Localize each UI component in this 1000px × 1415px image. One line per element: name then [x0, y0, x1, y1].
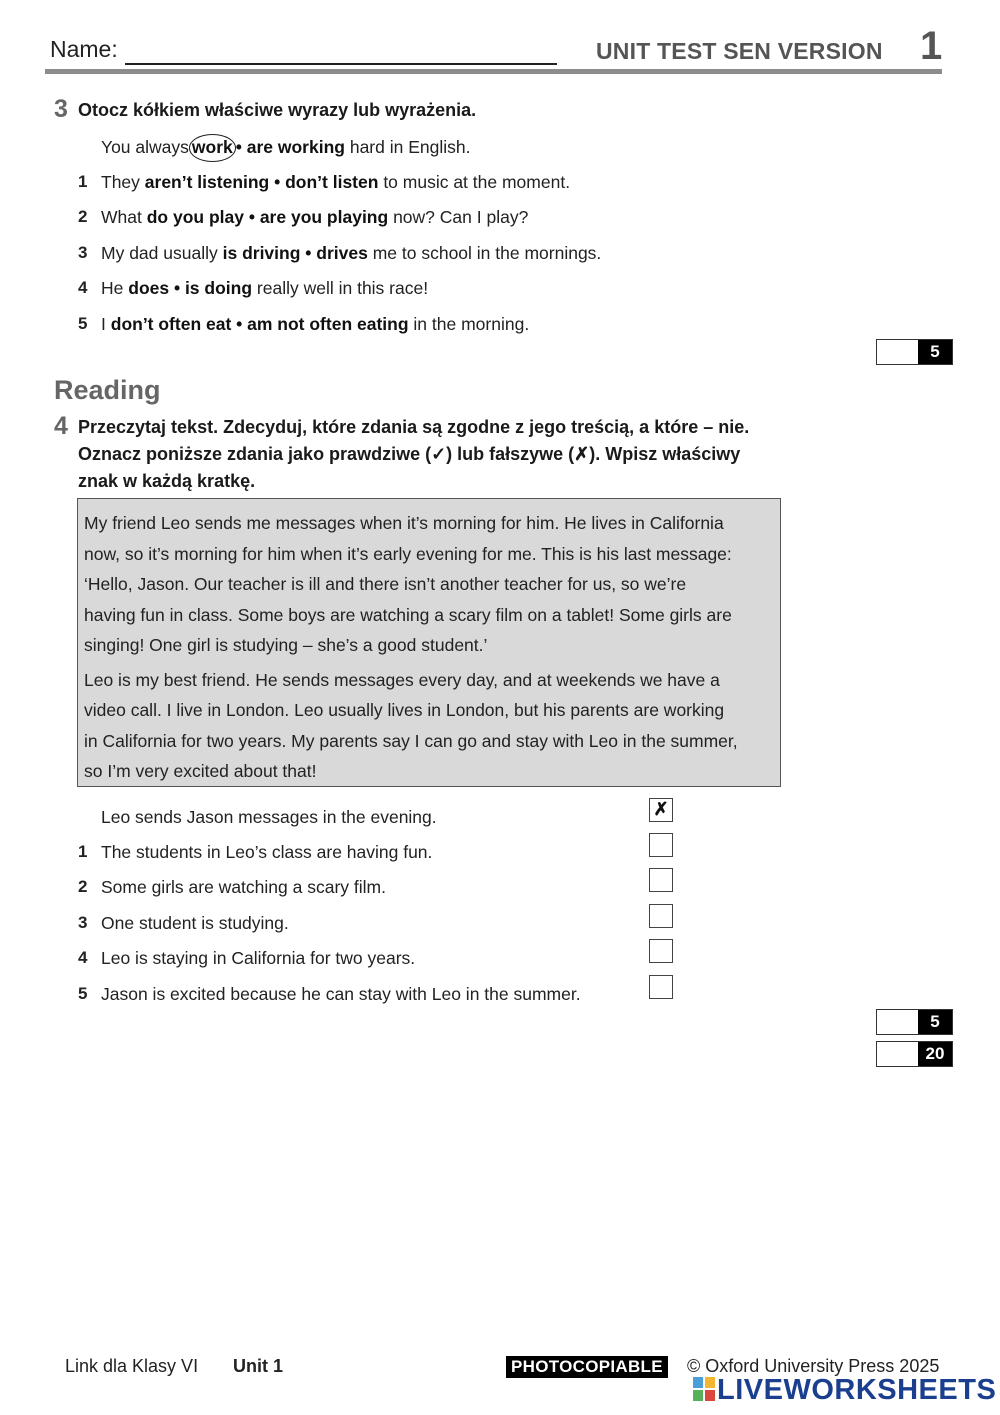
passage-paragraph-1: My friend Leo sends me messages when it’s morning for him. He lives in California now, so it’s morning for him when it’s early evening for me. This is his last message: ‘Hello, Jason. Our teacher is ill and there isn’t another teacher for us, so we’re having fun in class. Some boys are watching a scary film on a tablet! Some girls are singing! One girl is studying – she’s a good student.’ [84, 513, 732, 655]
item-text-after: me to school in the mornings. [372, 243, 602, 263]
exercise-3-score-box [876, 339, 953, 365]
exercise-3-number: 3 [54, 95, 68, 123]
passage-paragraph-2: Leo is my best friend. He sends messages every day, and at weekends we have a video call. I live in London. Leo usually lives in London, but his parents are working in California for two years. My parents say I can go and stay with Leo in the summer, so I’m very excited about that! [84, 669, 738, 781]
reading-item-number: 4 [78, 948, 88, 967]
item-text-before: My dad usually [101, 243, 218, 263]
reading-passage [77, 498, 781, 787]
exercise-4-score: 5 [918, 1010, 952, 1034]
footer-book-title: Link dla Klasy VI [65, 1356, 199, 1376]
photocopiable-badge: PHOTOCOPIABLE [506, 1356, 668, 1378]
total-score: 20 [918, 1042, 952, 1066]
exercise-3-item[interactable] [101, 172, 570, 193]
reading-example-answer-box: ✗ [649, 798, 673, 822]
exercise-3-item-number: 3 [78, 243, 88, 262]
item-text-after: to music at the moment. [383, 172, 571, 192]
exercise-3-item-number: 2 [78, 207, 88, 226]
exercise-3-item-number: 4 [78, 278, 88, 297]
exercise-3-score: 5 [918, 340, 952, 364]
item-text-before: He [101, 278, 124, 298]
reading-statement: Some girls are watching a scary film. [101, 877, 386, 897]
reading-answer-box[interactable] [649, 939, 673, 963]
exercise-3-example [101, 137, 470, 158]
item-options[interactable]: don’t often eat • am not often eating [110, 314, 409, 334]
reading-answer-box[interactable] [649, 904, 673, 928]
reading-statement: The students in Leo’s class are having fun. [101, 842, 433, 862]
reading-statement: Leo is staying in California for two years. [101, 948, 416, 968]
exercise-3-item-number: 1 [78, 172, 88, 191]
exercise-3-item[interactable] [101, 314, 529, 335]
reading-item-number: 2 [78, 877, 88, 896]
item-text-before: What [101, 207, 142, 227]
unit-test-title: UNIT TEST SEN VERSION [596, 38, 883, 64]
name-label: Name: [50, 36, 118, 62]
item-text-after: in the morning. [413, 314, 530, 334]
exercise-4-score-box [876, 1009, 953, 1035]
exercise-3-item-number: 5 [78, 314, 88, 333]
footer-unit: Unit 1 [233, 1356, 284, 1376]
reading-item-number: 5 [78, 984, 88, 1003]
liveworksheets-logo[interactable] [693, 1374, 996, 1407]
reading-item-number: 1 [78, 842, 88, 861]
exercise-4-instruction: Przeczytaj tekst. Zdecyduj, które zdania są zgodne z jego treścią, a które – nie. Oznacz poniższe zdania jako prawdziwe (✓) lub fałszywe (✗). Wpisz właściwy znak w każdą kratkę. [78, 417, 750, 491]
header-divider [45, 69, 942, 74]
footer-copyright: © Oxford University Press 2025 [687, 1356, 940, 1376]
item-options[interactable]: do you play • are you playing [146, 207, 389, 227]
exercise-3-item[interactable] [101, 278, 428, 299]
example-bold-option: • are working [235, 137, 345, 157]
reading-item-number: 3 [78, 913, 88, 932]
exercise-4-number: 4 [54, 412, 68, 440]
exercise-3-instruction: Otocz kółkiem właściwe wyrazy lub wyrażenia. [78, 100, 477, 120]
item-text-after: really well in this race! [256, 278, 429, 298]
liveworksheets-logo-icon [693, 1377, 715, 1401]
example-before: You always [101, 137, 189, 157]
exercise-3-item[interactable] [101, 207, 528, 228]
item-text-before: I [101, 314, 106, 334]
reading-statement: Jason is excited because he can stay with Leo in the summer. [101, 984, 581, 1004]
unit-number: 1 [920, 24, 943, 68]
example-circled-answer: work [189, 134, 236, 162]
exercise-3-item[interactable] [101, 243, 601, 264]
reading-answer-box[interactable] [649, 975, 673, 999]
item-text-after: now? Can I play? [393, 207, 529, 227]
liveworksheets-logo-text: LIVEWORKSHEETS [717, 1374, 997, 1406]
example-after: hard in English. [349, 137, 471, 157]
item-options[interactable]: is driving • drives [222, 243, 368, 263]
item-options[interactable]: does • is doing [128, 278, 253, 298]
reading-answer-box[interactable] [649, 833, 673, 857]
name-field-line[interactable] [125, 63, 557, 65]
reading-example-statement: Leo sends Jason messages in the evening. [101, 807, 437, 827]
reading-statement: One student is studying. [101, 913, 289, 933]
item-text-before: They [101, 172, 140, 192]
reading-answer-box[interactable] [649, 868, 673, 892]
total-score-box [876, 1041, 953, 1067]
section-title-reading: Reading [54, 375, 161, 405]
item-options[interactable]: aren’t listening • don’t listen [144, 172, 379, 192]
